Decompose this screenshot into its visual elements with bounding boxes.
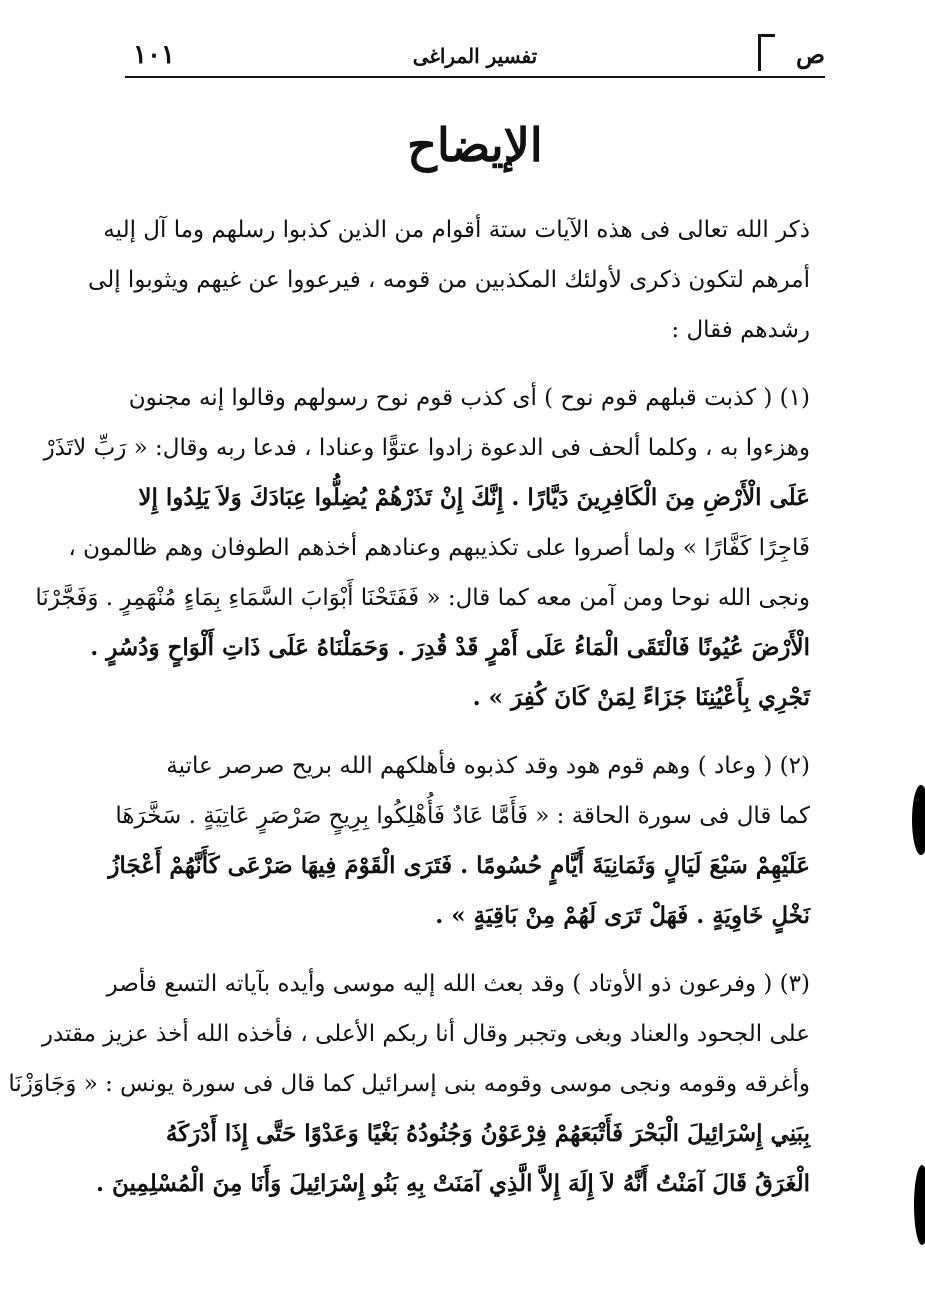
text-line: وهزءوا به ، وكلما ألحف فى الدعوة زادوا عتوًّا وعنادا ، فدعا ربه وقال: « رَبِّ لاتَذَرْ xyxy=(43,435,810,461)
text-line: أمرهم لتكون ذكرى لأولئك المكذبين من قومه ، فيرعووا عن غيهم ويثوبوا إلى xyxy=(88,267,810,293)
text-line: فَاجِرًا كَفَّارًا » ولما أصروا على تكذيبهم وعنادهم أخذهم الطوفان وهم ظالمون ، xyxy=(68,535,810,561)
paragraph-nuh xyxy=(35,373,810,723)
text-line: ونجى الله نوحا ومن آمن معه كما قال: « فَفَتَحْنَا أَبْوَابَ السَّمَاءِ بِمَاءٍ مُنْهَمِرٍ . وَفَجَّرْنَا xyxy=(35,585,810,611)
text-line: رشدهم فقال : xyxy=(671,317,810,343)
header-rule xyxy=(125,76,825,78)
text-line: بِبَنِي إِسْرَائِيلَ الْبَحْرَ فَأَتْبَعَهُمْ فِرْعَوْنُ وَجُنُودُهُ بَغْيًا وَعَدْوًا حَتَّى إِذَا أَدْرَكَهُ xyxy=(165,1120,810,1147)
text-line: الْأَرْضَ عُيُونًا فَالْتَقَى الْمَاءُ عَلَى أَمْرٍ قَدْ قُدِرَ . وَحَمَلْنَاهُ عَلَى ذَاتِ أَلْوَاحٍ وَدُسُرٍ . xyxy=(90,634,810,661)
text-line: عَلَى الْأَرْضِ مِنَ الْكَافِرِينَ دَيَّارًا . إِنَّكَ إِنْ تَذَرْهُمْ يُضِلُّوا عِبَادَكَ وَلاَ يَلِدُوا إِلا xyxy=(138,484,810,511)
body-text xyxy=(8,205,810,1227)
scan-blemish xyxy=(912,785,925,855)
text-line: عَلَيْهِمْ سَبْعَ لَيَالٍ وَثَمَانِيَةَ أَيَّامٍ حُسُومًا . فَتَرَى الْقَوْمَ فِيهَا صَرْعَى كَأَنَّهُمْ أَعْجَازُ xyxy=(108,852,810,879)
running-header xyxy=(125,30,825,80)
section-heading: الإيضاح xyxy=(407,118,543,172)
text-line: الْغَرَقُ قَالَ آمَنْتُ أَنَّهُ لاَ إِلَهَ إِلاَّ الَّذِي آمَنَتْ بِهِ بَنُو إِسْرَائِيلَ وَأَنَا مِنَ الْمُسْلِمِينَ . xyxy=(95,1170,810,1197)
text-line: تَجْرِي بِأَعْيُنِنَا جَزَاءً لِمَنْ كَانَ كُفِرَ » . xyxy=(472,684,810,711)
paragraph-ad xyxy=(108,741,810,941)
paragraph-firawn xyxy=(8,959,810,1209)
text-line: (١) ( كذبت قبلهم قوم نوح ) أى كذب قوم نوح رسولهم وقالوا إنه مجنون xyxy=(128,385,810,411)
text-line: ذكر الله تعالى فى هذه الآيات ستة أقوام من الذين كذبوا رسلهم وما آل إليه xyxy=(103,217,810,243)
text-line: نَخْلٍ خَاوِيَةٍ . فَهَلْ تَرَى لَهُمْ مِنْ بَاقِيَةٍ » . xyxy=(435,902,810,929)
text-line: وأغرقه وقومه ونجى موسى وقومه بنى إسرائيل كما قال فى سورة يونس : « وَجَاوَزْنَا xyxy=(8,1071,810,1097)
sura-reference: ص xyxy=(795,40,825,69)
text-line: (٢) ( وعاد ) وهم قوم هود وقد كذبوه فأهلكهم الله بريح صرصر عاتية xyxy=(166,753,810,779)
text-line: (٣) ( وفرعون ذو الأوتاد ) وقد بعث الله إليه موسى وأيده بآياته التسع فأصر xyxy=(106,971,810,997)
text-line: على الجحود والعناد وبغى وتجبر وقال أنا ربكم الأعلى ، فأخذه الله أخذ عزيز مقتدر xyxy=(41,1021,810,1047)
scan-blemish xyxy=(914,1165,925,1245)
paragraph-intro xyxy=(88,205,810,355)
text-line: كما قال فى سورة الحاقة : « فَأَمَّا عَادٌ فَأُهْلِكُوا بِرِيحٍ صَرْصَرٍ عَاتِيَةٍ . سَخَّرَهَا xyxy=(115,803,810,829)
book-title: تفسير المراغى xyxy=(412,44,538,68)
page-number: ١٠١ xyxy=(133,40,175,70)
